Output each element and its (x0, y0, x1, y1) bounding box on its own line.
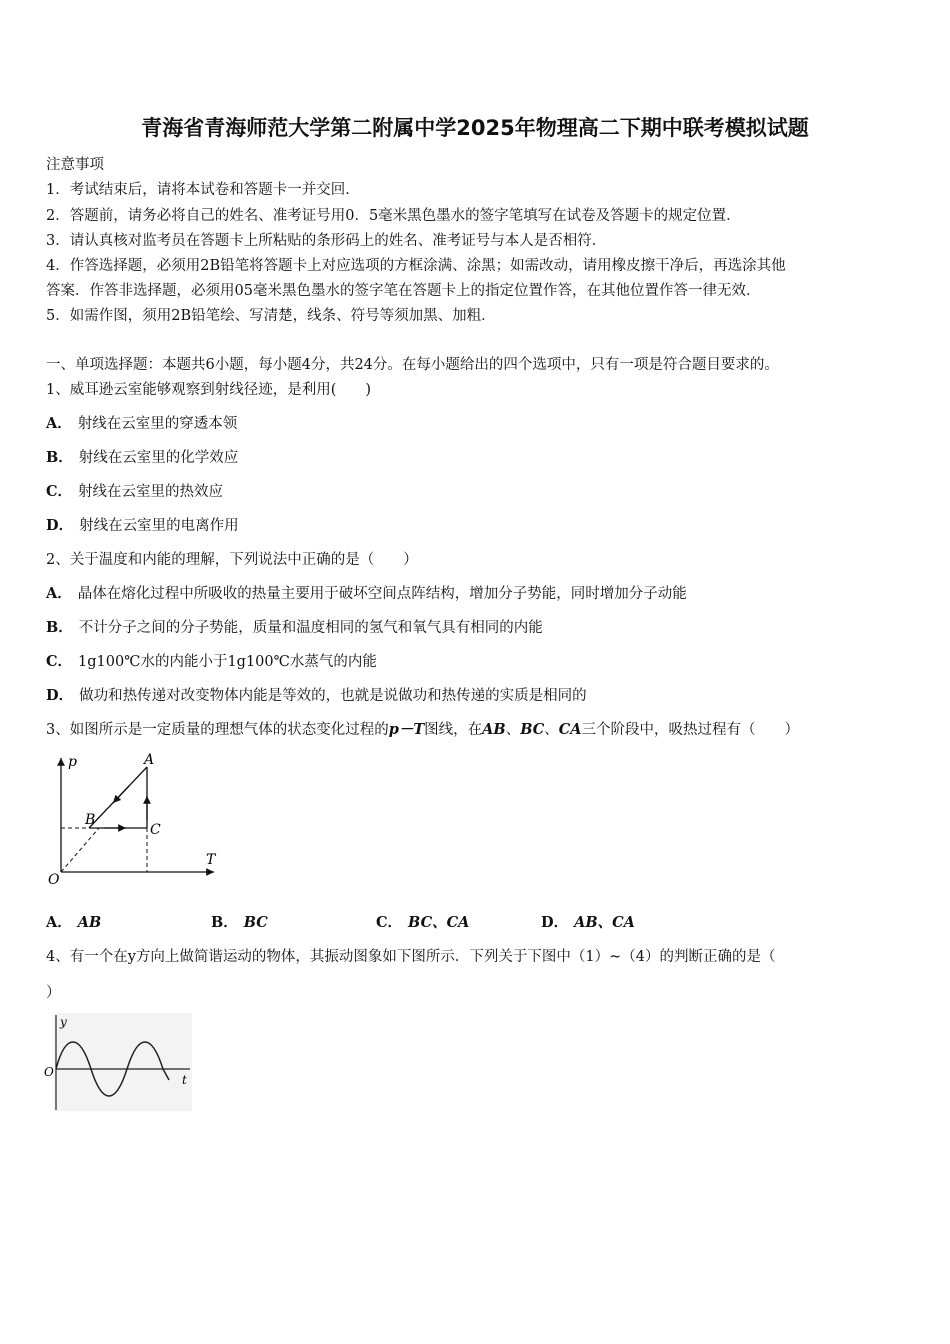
notice-item: 3．请认真核对监考员在答题卡上所粘贴的条形码上的姓名、准考证号与本人是否相符． (46, 233, 607, 249)
option-text: 不计分子之间的分子势能，质量和温度相同的氢气和氧气具有相同的内能 (78, 620, 543, 636)
q1-option-b (46, 446, 238, 467)
option-label: C． (376, 914, 403, 931)
q3-stem-part: 3、如图所示是一定质量的理想气体的状态变化过程的 (46, 722, 389, 738)
q2-option-a (46, 582, 687, 603)
notice-item: 5．如需作图，须用2B铅笔绘、写清楚，线条、符号等须加黑、加粗． (46, 308, 496, 324)
q2-stem: 2、关于温度和内能的理解，下列说法中正确的是（ ） (46, 552, 418, 568)
option-label: B． (46, 619, 73, 636)
q3-stem-part: 三个阶段中，吸热过程有（ ） (581, 722, 800, 738)
label-c: C (150, 822, 161, 838)
notice-item: 2．答题前，请务必将自己的姓名、准考证号用0．5毫米黑色墨水的签字笔填写在试卷及答题卡的规定位置． (46, 208, 741, 224)
section-heading: 一、单项选择题：本题共6小题，每小题4分，共24分。在每小题给出的四个选项中，只有一项是符合题目要求的。 (46, 357, 779, 373)
option-text: BC、CA (408, 914, 470, 931)
q3-stem-part: 图线，在 (424, 722, 483, 738)
label-o: O (48, 872, 60, 888)
q4-stem-end: ） (46, 985, 61, 1001)
option-text: 射线在云室里的电离作用 (79, 518, 239, 534)
vibration-graph (40, 1010, 195, 1115)
q3-stem-sep: 、 (544, 722, 559, 738)
pt-diagram (44, 750, 224, 890)
option-text: 射线在云室里的热效应 (78, 484, 224, 500)
label-p: p (68, 754, 77, 770)
q3-stem-ca: CA (558, 721, 582, 738)
q1-option-a (46, 412, 237, 433)
arrow-ab (113, 786, 129, 803)
label-b: B (85, 812, 96, 828)
q1-stem: 1、威耳逊云室能够观察到射线径迹，是利用( ) (46, 382, 372, 398)
label-o: O (44, 1065, 54, 1079)
q3-option-b (211, 911, 268, 932)
q3-stem-ab: AB (482, 721, 506, 738)
q3-option-d (541, 911, 635, 932)
notice-item: 答案．作答非选择题，必须用05毫米黑色墨水的签字笔在答题卡上的指定位置作答，在其他位置作答一律无效． (46, 283, 761, 299)
option-label: A． (46, 415, 72, 432)
label-y: y (60, 1015, 67, 1029)
q2-option-b (46, 616, 543, 637)
q3-option-a (46, 911, 101, 932)
page-title: 青海省青海师范大学第二附属中学2025年物理高二下期中联考模拟试题 (141, 116, 809, 140)
option-text: 1g100℃水的内能小于1g100℃水蒸气的内能 (78, 654, 377, 670)
option-label: D． (46, 687, 74, 704)
label-a: A (144, 752, 155, 768)
option-label: D． (541, 914, 569, 931)
option-label: D． (46, 517, 74, 534)
q3-stem-bc: BC (520, 721, 545, 738)
q3-stem (46, 718, 799, 739)
q3-option-c (376, 911, 469, 932)
option-text: AB (77, 914, 102, 931)
q3-stem-pt: p－T (388, 721, 425, 738)
option-text: AB、CA (574, 914, 635, 931)
option-label: C． (46, 653, 73, 670)
notice-item: 1．考试结束后，请将本试卷和答题卡一并交回． (46, 182, 360, 198)
option-text: 射线在云室里的穿透本领 (77, 416, 238, 432)
q1-option-c (46, 480, 223, 501)
notice-item: 4．作答选择题，必须用2B铅笔将答题卡上对应选项的方框涂满、涂黑；如需改动，请用橡皮擦干净后，再选涂其他 (46, 258, 786, 274)
q1-option-d (46, 514, 239, 535)
q3-stem-sep: 、 (505, 722, 521, 738)
option-label: A． (46, 914, 72, 931)
notice-heading: 注意事项 (46, 157, 104, 173)
label-t: t (182, 1073, 187, 1087)
option-text: BC (243, 914, 268, 931)
dashed-origin-line (61, 828, 99, 872)
q4-stem: 4、有一个在y方向上做简谐运动的物体，其振动图象如下图所示．下列关于下图中（1）~（4）的判断正确的是（ (46, 949, 776, 965)
option-label: B． (46, 449, 73, 466)
option-text: 射线在云室里的化学效应 (78, 450, 239, 466)
option-label: B． (211, 914, 238, 931)
q2-option-d (46, 684, 587, 705)
graph-background (54, 1013, 192, 1111)
option-label: C． (46, 483, 73, 500)
option-label: A． (46, 585, 72, 602)
option-text: 晶体在熔化过程中所吸收的热量主要用于破坏空间点阵结构，增加分子势能，同时增加分子动能 (77, 586, 687, 602)
q2-option-c (46, 650, 377, 671)
label-t: T (206, 852, 216, 868)
option-text: 做功和热传递对改变物体内能是等效的，也就是说做功和热传递的实质是相同的 (79, 688, 587, 704)
